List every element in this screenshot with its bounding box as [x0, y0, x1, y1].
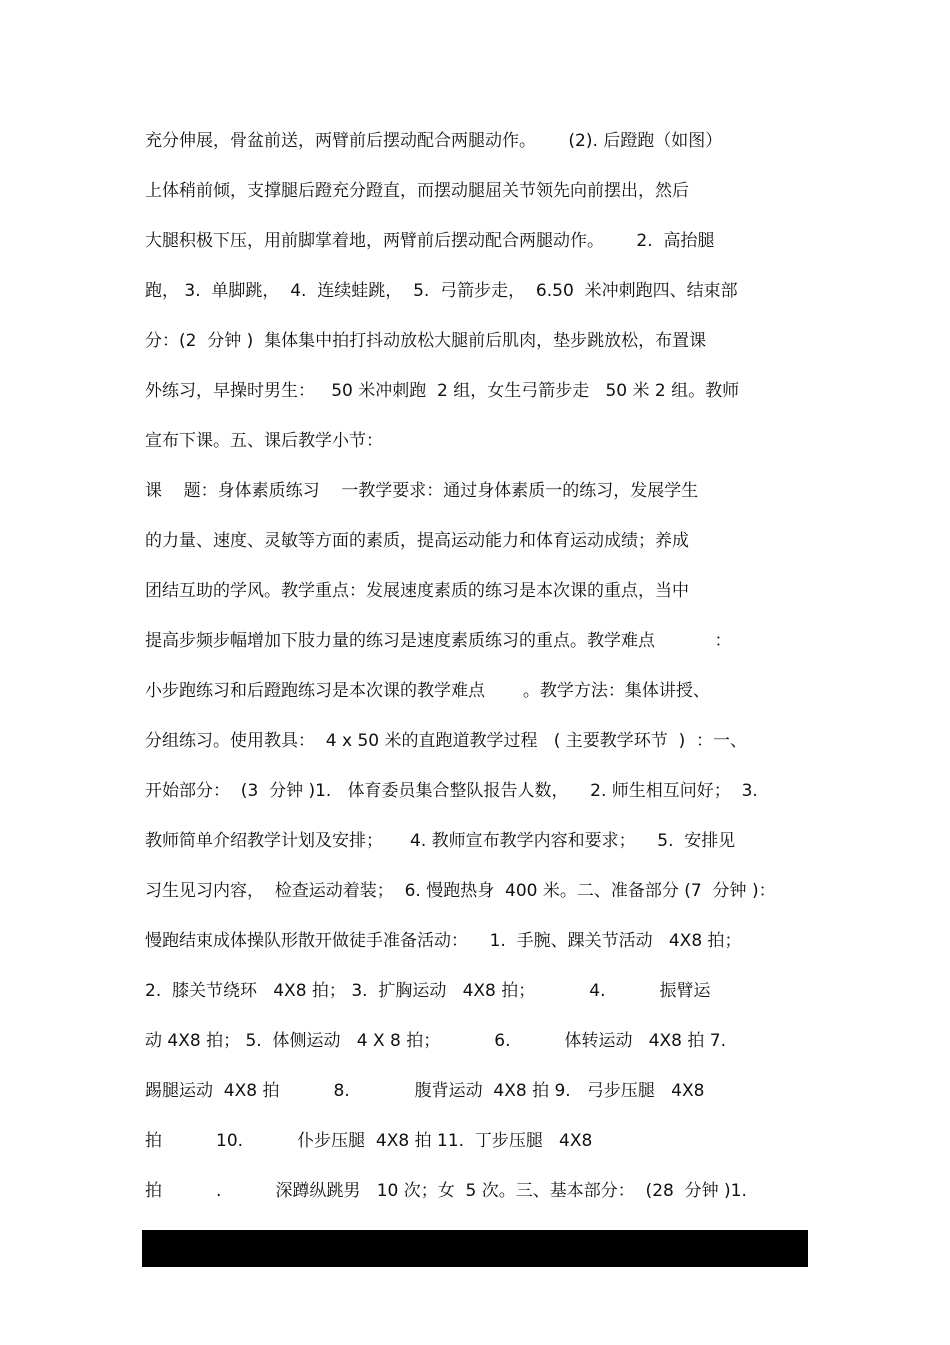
text-line: 课 题：身体素质练习 一教学要求：通过身体素质一的练习，发展学生 [145, 481, 699, 501]
text-line: 拍 . 深蹲纵跳男 10 次；女 5 次。三、基本部分： (28 分钟 )1. [145, 1181, 747, 1201]
text-line: 上体稍前倾，支撑腿后蹬充分蹬直，而摆动腿屈关节领先向前摆出，然后 [145, 181, 689, 201]
text-line: 充分伸展，骨盆前送，两臂前后摆动配合两腿动作。 (2). 后蹬跑（如图） [145, 131, 723, 151]
text-line: 分：(2 分钟 ) 集体集中拍打抖动放松大腿前后肌肉，垫步跳放松，布置课 [145, 331, 707, 351]
text-line: 大腿积极下压，用前脚掌着地，两臂前后摆动配合两腿动作。 2. 高抬腿 [145, 231, 715, 251]
text-line: 开始部分： (3 分钟 )1. 体育委员集合整队报告人数， 2. 师生相互问好； 3. [145, 781, 758, 801]
text-line: 团结互助的学风。教学重点：发展速度素质的练习是本次课的重点，当中 [145, 581, 689, 601]
text-line: 习生见习内容， 检查运动着装； 6. 慢跑热身 400 米。二、准备部分 (7 分钟 )： [145, 881, 776, 901]
text-line: 跑， 3. 单脚跳， 4. 连续蛙跳， 5. 弓箭步走， 6.50 米冲刺跑四、结束部 [145, 281, 738, 301]
text-line: 动 4X8 拍； 5. 体侧运动 4 X 8 拍； 6. 体转运动 4X8 拍 7. [145, 1031, 727, 1051]
text-line: 2. 膝关节绕环 4X8 拍； 3. 扩胸运动 4X8 拍； 4. 振臂运 [145, 981, 711, 1001]
text-line: 踢腿运动 4X8 拍 8. 腹背运动 4X8 拍 9. 弓步压腿 4X8 [145, 1081, 705, 1101]
text-line: 小步跑练习和后蹬跑练习是本次课的教学难点 。教学方法：集体讲授、 [145, 681, 710, 701]
text-line: 教师简单介绍教学计划及安排； 4. 教师宣布教学内容和要求； 5. 安排见 [145, 831, 736, 851]
black-redaction-bar [142, 1230, 808, 1267]
text-line: 外练习，早操时男生： 50 米冲刺跑 2 组，女生弓箭步走 50 米 2 组。教师 [145, 381, 740, 401]
text-line: 拍 10. 仆步压腿 4X8 拍 11. 丁步压腿 4X8 [145, 1131, 593, 1151]
text-line: 提高步频步幅增加下肢力量的练习是速度素质练习的重点。教学难点 ： [145, 631, 732, 651]
text-line: 的力量、速度、灵敏等方面的素质，提高运动能力和体育运动成绩；养成 [145, 531, 689, 551]
text-line: 慢跑结束成体操队形散开做徒手准备活动： 1. 手腕、踝关节活动 4X8 拍； [145, 931, 742, 951]
text-line: 分组练习。使用教具： 4 x 50 米的直跑道教学过程 ( 主要教学环节 ) ：一、 [145, 731, 748, 751]
text-line: 宣布下课。五、课后教学小节： [145, 431, 383, 451]
